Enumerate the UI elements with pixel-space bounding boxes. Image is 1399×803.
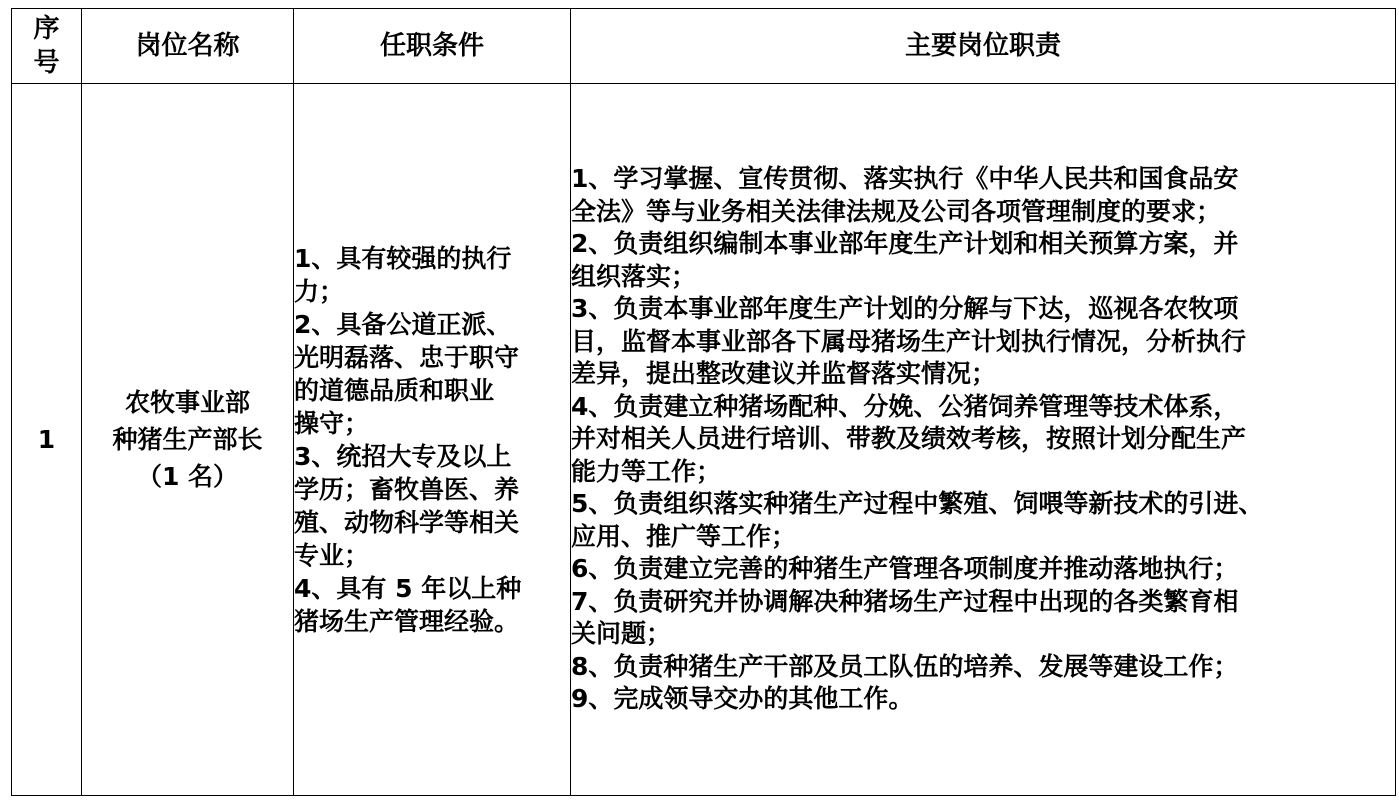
header-no-line-1: 序 xyxy=(33,14,60,44)
job-table xyxy=(11,8,1396,796)
duty-line: 组织落实； xyxy=(571,261,697,291)
position-name-line: 种猪生产部长 xyxy=(112,425,263,454)
requirement-line: 的道德品质和职业 xyxy=(294,375,495,405)
row-number-cell xyxy=(12,84,82,796)
header-position-name-label: 岗位名称 xyxy=(135,31,240,61)
position-name-cell xyxy=(82,84,294,796)
requirements-cell xyxy=(294,84,571,796)
requirement-line: 猪场生产管理经验。 xyxy=(294,606,520,636)
requirements-list xyxy=(294,242,570,638)
duty-line: 2、负责组织编制本事业部年度生产计划和相关预算方案，并 xyxy=(571,229,1239,259)
requirement-line: 1、具有较强的执行 xyxy=(294,243,512,273)
duty-line: 4、负责建立种猪场配种、分娩、公猪饲养管理等技术体系， xyxy=(571,391,1239,421)
requirement-line: 2、具备公道正派、 xyxy=(294,309,512,339)
position-name-line: 农牧事业部 xyxy=(124,388,250,417)
header-requirements-label: 任职条件 xyxy=(379,31,484,61)
header-requirements xyxy=(294,9,571,84)
duty-line: 能力等工作； xyxy=(571,456,722,486)
duty-line: 并对相关人员进行培训、带教及绩效考核，按照计划分配生产 xyxy=(571,424,1247,454)
duties-list xyxy=(571,163,1395,716)
requirement-line: 3、统招大专及以上 xyxy=(294,441,512,471)
row-number: 1 xyxy=(37,425,56,454)
duty-line: 8、负责种猪生产干部及员工队伍的培养、发展等建设工作； xyxy=(571,651,1239,681)
requirement-line: 光明磊落、忠于职守 xyxy=(294,342,520,372)
duties-cell xyxy=(571,84,1396,796)
requirement-line: 学历；畜牧兽医、养 xyxy=(294,474,520,504)
header-duties-label: 主要岗位职责 xyxy=(904,31,1061,61)
position-name-line: （1 名） xyxy=(136,462,239,491)
requirement-line: 4、具有 5 年以上种 xyxy=(294,573,522,603)
duty-line: 差异，提出整改建议并监督落实情况； xyxy=(571,359,997,389)
duty-line: 6、负责建立完善的种猪生产管理各项制度并推动落地执行； xyxy=(571,554,1239,584)
requirement-line: 专业； xyxy=(294,540,370,570)
duty-line: 9、完成领导交办的其他工作。 xyxy=(571,684,914,714)
duty-line: 全法》等与业务相关法律法规及公司各项管理制度的要求； xyxy=(571,196,1222,226)
requirement-line: 力； xyxy=(294,276,345,306)
header-position-name xyxy=(82,9,294,84)
duty-line: 5、负责组织落实种猪生产过程中繁殖、饲喂等新技术的引进、 xyxy=(571,489,1264,519)
duty-line: 7、负责研究并协调解决种猪场生产过程中出现的各类繁育相 xyxy=(571,586,1239,616)
duty-line: 3、负责本事业部年度生产计划的分解与下达，巡视各农牧项 xyxy=(571,294,1239,324)
duty-line: 应用、推广等工作； xyxy=(571,521,797,551)
header-row xyxy=(12,9,1396,84)
header-duties xyxy=(571,9,1396,84)
duty-line: 关问题； xyxy=(571,619,672,649)
requirement-line: 殖、动物科学等相关 xyxy=(294,507,520,537)
position-name xyxy=(82,384,293,495)
requirement-line: 操守； xyxy=(294,408,370,438)
duty-line: 1、学习掌握、宣传贯彻、落实执行《中华人民共和国食品安 xyxy=(571,164,1239,194)
duty-line: 目，监督本事业部各下属母猪场生产计划执行情况，分析执行 xyxy=(571,326,1247,356)
table-row xyxy=(12,84,1396,796)
header-no-line-2: 号 xyxy=(33,48,60,78)
header-no xyxy=(12,9,82,84)
